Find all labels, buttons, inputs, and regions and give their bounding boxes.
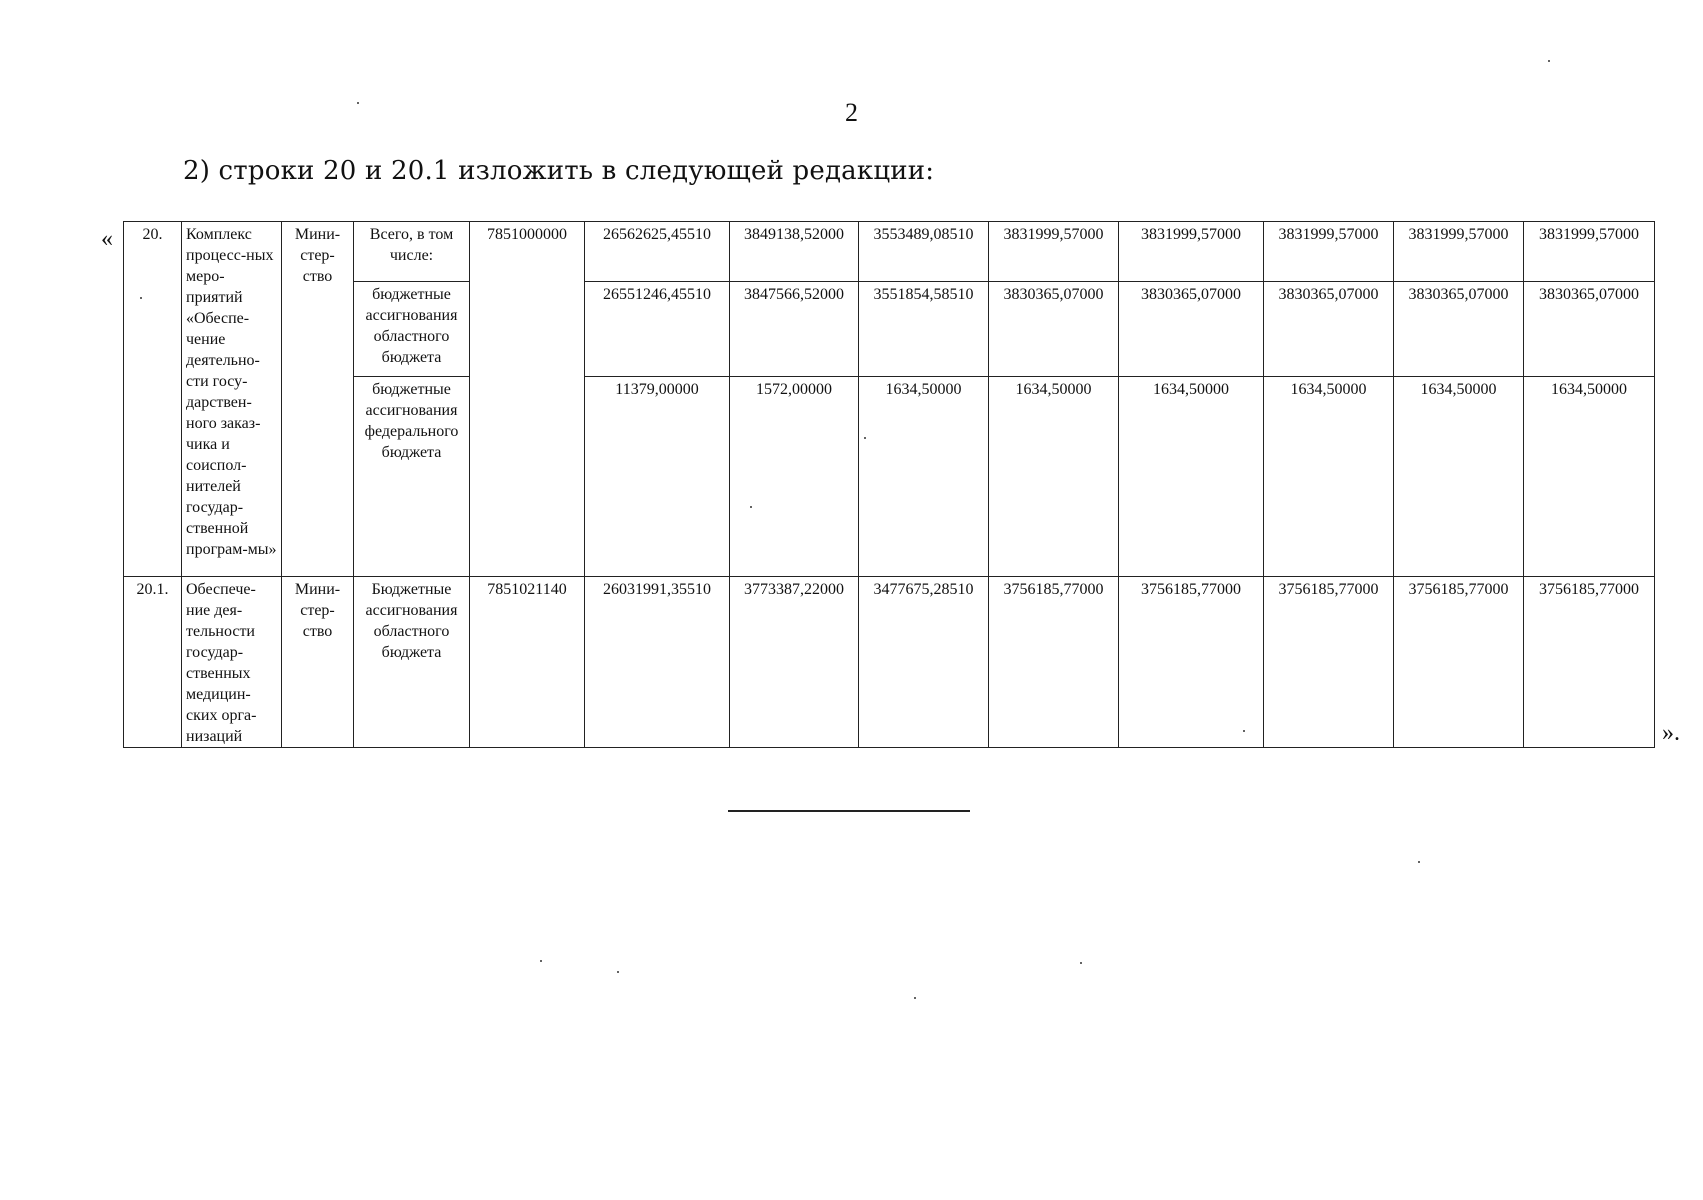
scan-speck bbox=[617, 971, 619, 973]
amount-cell: 26031991,35510 bbox=[585, 577, 730, 748]
row-number: 20.1. bbox=[124, 577, 182, 748]
budget-table bbox=[123, 221, 1655, 748]
amount-cell: 1572,00000 bbox=[730, 377, 859, 577]
amount-cell: 3830365,07000 bbox=[989, 282, 1119, 377]
closing-rule bbox=[728, 810, 970, 812]
page-number: 2 bbox=[845, 98, 858, 127]
funding-source: бюджетные ассигнования областного бюджета bbox=[354, 282, 470, 377]
funding-source: Бюджетные ассигнования областного бюджета bbox=[354, 577, 470, 748]
amount-cell: 3831999,57000 bbox=[1394, 222, 1524, 282]
table-row bbox=[124, 377, 1655, 577]
amount-cell: 26551246,45510 bbox=[585, 282, 730, 377]
scan-speck bbox=[140, 297, 142, 299]
executor: Мини-стер-ство bbox=[282, 222, 354, 577]
amount-cell: 3831999,57000 bbox=[989, 222, 1119, 282]
amount-cell: 3773387,22000 bbox=[730, 577, 859, 748]
amount-cell: 1634,50000 bbox=[1394, 377, 1524, 577]
amount-cell: 3831999,57000 bbox=[1119, 222, 1264, 282]
executor: Мини-стер-ство bbox=[282, 577, 354, 748]
amount-cell: 3830365,07000 bbox=[1119, 282, 1264, 377]
amount-cell: 3477675,28510 bbox=[859, 577, 989, 748]
scan-speck bbox=[914, 997, 916, 999]
amount-cell: 3847566,52000 bbox=[730, 282, 859, 377]
amount-cell: 1634,50000 bbox=[859, 377, 989, 577]
amendment-instruction: 2) строки 20 и 20.1 изложить в следующей редакции: bbox=[183, 156, 935, 186]
table-row bbox=[124, 222, 1655, 282]
budget-code: 7851021140 bbox=[470, 577, 585, 748]
amount-cell: 3831999,57000 bbox=[1264, 222, 1394, 282]
amount-cell: 3551854,58510 bbox=[859, 282, 989, 377]
amount-cell: 3553489,08510 bbox=[859, 222, 989, 282]
closing-quote: ». bbox=[1662, 720, 1680, 746]
amount-cell: 3756185,77000 bbox=[989, 577, 1119, 748]
scan-speck bbox=[357, 102, 359, 104]
amount-cell: 1634,50000 bbox=[989, 377, 1119, 577]
amount-cell: 3830365,07000 bbox=[1264, 282, 1394, 377]
scan-speck bbox=[1243, 730, 1245, 732]
amount-cell: 3756185,77000 bbox=[1394, 577, 1524, 748]
scan-speck bbox=[750, 506, 752, 508]
amount-cell: 1634,50000 bbox=[1264, 377, 1394, 577]
table-row bbox=[124, 577, 1655, 748]
funding-source: бюджетные ассигнования федерального бюджета bbox=[354, 377, 470, 577]
scan-speck bbox=[540, 960, 542, 962]
amount-cell: 3849138,52000 bbox=[730, 222, 859, 282]
amount-cell: 3830365,07000 bbox=[1394, 282, 1524, 377]
amount-cell: 3756185,77000 bbox=[1264, 577, 1394, 748]
row-number: 20. bbox=[124, 222, 182, 577]
scan-speck bbox=[1548, 60, 1550, 62]
budget-code: 7851000000 bbox=[470, 222, 585, 577]
amount-cell: 11379,00000 bbox=[585, 377, 730, 577]
amount-cell: 3830365,07000 bbox=[1524, 282, 1655, 377]
event-name: Обеспече-ние дея-тельности государ-ственных медицин-ских орга-низаций bbox=[182, 577, 282, 748]
scan-speck bbox=[864, 437, 866, 439]
amount-cell: 3831999,57000 bbox=[1524, 222, 1655, 282]
scan-speck bbox=[1418, 861, 1420, 863]
funding-source: Всего, в том числе: bbox=[354, 222, 470, 282]
amount-cell: 3756185,77000 bbox=[1524, 577, 1655, 748]
amount-cell: 1634,50000 bbox=[1524, 377, 1655, 577]
opening-quote: « bbox=[101, 226, 113, 252]
event-name: Комплекс процесс-ных меро-приятий «Обеспе-чение деятельно-сти госу-дарствен-ного заказ-чика и соиспол-нителей государ-ственной програм-мы» bbox=[182, 222, 282, 577]
amount-cell: 3756185,77000 bbox=[1119, 577, 1264, 748]
table-row bbox=[124, 282, 1655, 377]
scan-speck bbox=[1080, 962, 1082, 964]
amount-cell: 1634,50000 bbox=[1119, 377, 1264, 577]
amount-cell: 26562625,45510 bbox=[585, 222, 730, 282]
